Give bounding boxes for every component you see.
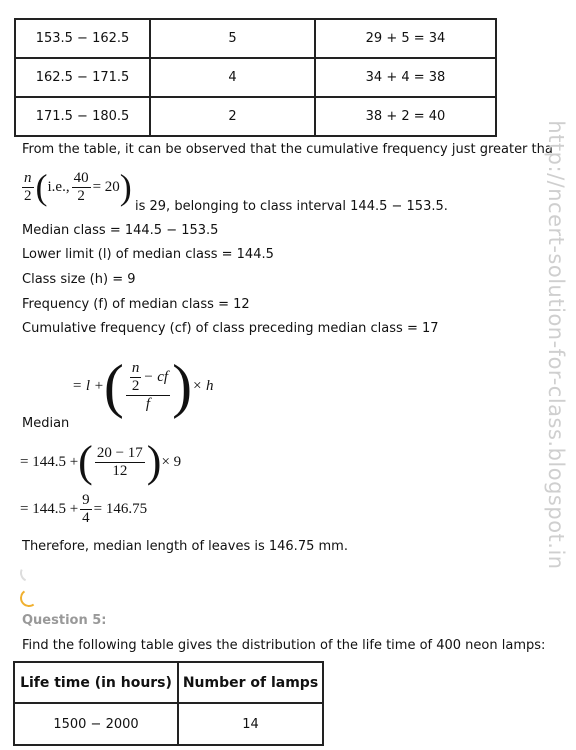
- open-paren: (: [78, 437, 93, 486]
- watermark: http://ncert-solution-for-class.blogspot.in: [544, 120, 568, 570]
- step2-rhs: = 146.75: [93, 500, 148, 517]
- question-prompt: Find the following table gives the distribution of the life time of 400 neon lamps:: [22, 638, 546, 653]
- table-cell: 14: [178, 703, 323, 745]
- table-row: [15, 97, 496, 136]
- denominator: 2: [131, 377, 140, 394]
- class-size: Class size (h) = 9: [22, 272, 136, 287]
- ie-text: i.e.,: [47, 178, 70, 195]
- step1-times: × 9: [161, 453, 182, 470]
- denominator: 2: [77, 187, 85, 204]
- table-cell: 1500 − 2000: [14, 703, 178, 745]
- formula-lhs: = l +: [72, 377, 104, 394]
- median-formula: [72, 346, 213, 426]
- fraction-40-over-2: [72, 170, 91, 205]
- open-paren: (: [35, 167, 48, 207]
- times-h: × h: [192, 377, 214, 394]
- step1-lhs: = 144.5 +: [20, 453, 79, 470]
- close-paren: ): [146, 437, 162, 486]
- conclusion-text: Therefore, median length of leaves is 146.75 mm.: [22, 539, 348, 554]
- median-step-1: [20, 438, 181, 486]
- belongs-text: is 29, belonging to class interval 144.5 − 153.5.: [135, 199, 448, 214]
- table-cell: 5: [150, 19, 315, 58]
- table-cell: 4: [150, 58, 315, 97]
- formula-denominator: f: [145, 395, 151, 412]
- table-cell: 171.5 − 180.5: [15, 97, 150, 136]
- table-cell: 34 + 4 = 38: [315, 58, 496, 97]
- numerator: 9: [82, 491, 90, 508]
- close-paren: ): [119, 167, 132, 207]
- table-row: [15, 19, 496, 58]
- frequency-table: [14, 18, 497, 137]
- step2-fraction: [80, 492, 92, 527]
- close-paren: ): [172, 353, 193, 419]
- question-title: Question 5:: [22, 613, 107, 628]
- fraction-n-over-2: [130, 360, 142, 395]
- formula-numerator: [126, 360, 170, 396]
- denominator: 4: [82, 509, 90, 526]
- denominator: 2: [24, 187, 32, 204]
- minus-cf: − cf: [143, 368, 169, 385]
- fraction-n-over-2: [22, 170, 34, 205]
- numerator: 20 − 17: [96, 444, 143, 461]
- denominator: 12: [112, 462, 128, 479]
- formula-fraction: [126, 360, 170, 413]
- table-cell: 29 + 5 = 34: [315, 19, 496, 58]
- table-cell: 2: [150, 97, 315, 136]
- column-header: Life time (in hours): [14, 662, 178, 703]
- table-cell: 153.5 − 162.5: [15, 19, 150, 58]
- lower-limit: Lower limit (l) of median class = 144.5: [22, 247, 274, 262]
- frequency-line: Frequency (f) of median class = 12: [22, 297, 250, 312]
- step2-lhs: = 144.5 +: [20, 500, 79, 517]
- numerator: 40: [73, 169, 89, 186]
- decorative-arc-icon: [17, 561, 40, 584]
- equals-20: = 20: [92, 178, 120, 195]
- median-class: Median class = 144.5 − 153.5: [22, 223, 219, 238]
- open-paren: (: [103, 353, 124, 419]
- step1-fraction: [95, 445, 145, 480]
- table-cell: 38 + 2 = 40: [315, 97, 496, 136]
- median-position-expression: [20, 163, 132, 211]
- table-row: [15, 58, 496, 97]
- cumulative-frequency-line: Cumulative frequency (cf) of class preceding median class = 17: [22, 321, 439, 336]
- table-header-row: [14, 662, 323, 703]
- median-label: Median: [22, 416, 70, 431]
- table-cell: 162.5 − 171.5: [15, 58, 150, 97]
- table-row: [14, 703, 323, 745]
- numerator: n: [24, 169, 32, 186]
- decorative-arc-icon: [19, 588, 40, 609]
- numerator: n: [131, 359, 140, 376]
- observation-text: From the table, it can be observed that the cumulative frequency just greater tha: [22, 142, 553, 157]
- lamps-table: [13, 661, 324, 746]
- median-step-2: [20, 488, 147, 530]
- column-header: Number of lamps: [178, 662, 323, 703]
